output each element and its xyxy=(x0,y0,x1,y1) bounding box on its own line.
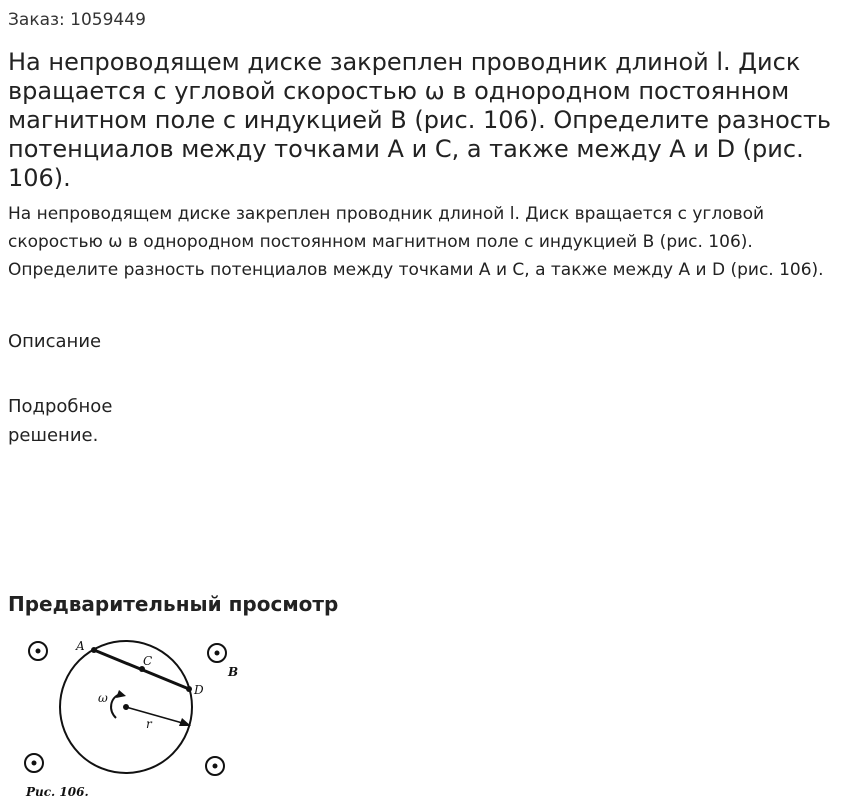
point-d xyxy=(186,686,192,692)
field-out-of-page-icon xyxy=(29,642,47,660)
description-detail: Подробное решение. xyxy=(8,396,113,446)
problem-title: На непроводящем диске закреплен проводник длиной l. Диск вращается с угловой скоростью ω в однородном постоянном магнитном поле с индукцией В (рис. 106). Определите разность потенциалов между точками A и C, а также между A и D (рис. 106). xyxy=(8,48,832,192)
label-r: r xyxy=(146,717,152,731)
preview-title: Предварительный просмотр xyxy=(8,592,339,616)
preview-figure xyxy=(16,630,256,808)
field-out-of-page-icon xyxy=(208,644,226,662)
description-label: Описание xyxy=(8,331,102,352)
point-a xyxy=(91,647,97,653)
rotation-arrowhead xyxy=(116,690,126,698)
figure-caption: Рис. 106. xyxy=(26,785,89,799)
field-out-of-page-icon xyxy=(206,757,224,775)
label-d: D xyxy=(194,683,204,697)
label-b: B xyxy=(228,665,239,679)
label-a: A xyxy=(76,639,85,653)
rotation-arrow xyxy=(111,694,120,718)
field-out-of-page-icon xyxy=(25,754,43,772)
label-omega: ω xyxy=(98,691,108,705)
label-c: C xyxy=(143,654,153,668)
radius-line xyxy=(126,707,186,724)
radius-arrowhead xyxy=(179,718,191,726)
figure-106-svg xyxy=(16,630,256,808)
order-number: Заказ: 1059449 xyxy=(8,10,146,30)
problem-text: На непроводящем диске закреплен проводник длиной l. Диск вращается с угловой скоростью ω в однородном постоянном магнитном поле с индукцией В (рис. 106). Определите разность потенциалов между точками A и C, а также между A и D (рис. 106). xyxy=(8,204,824,280)
